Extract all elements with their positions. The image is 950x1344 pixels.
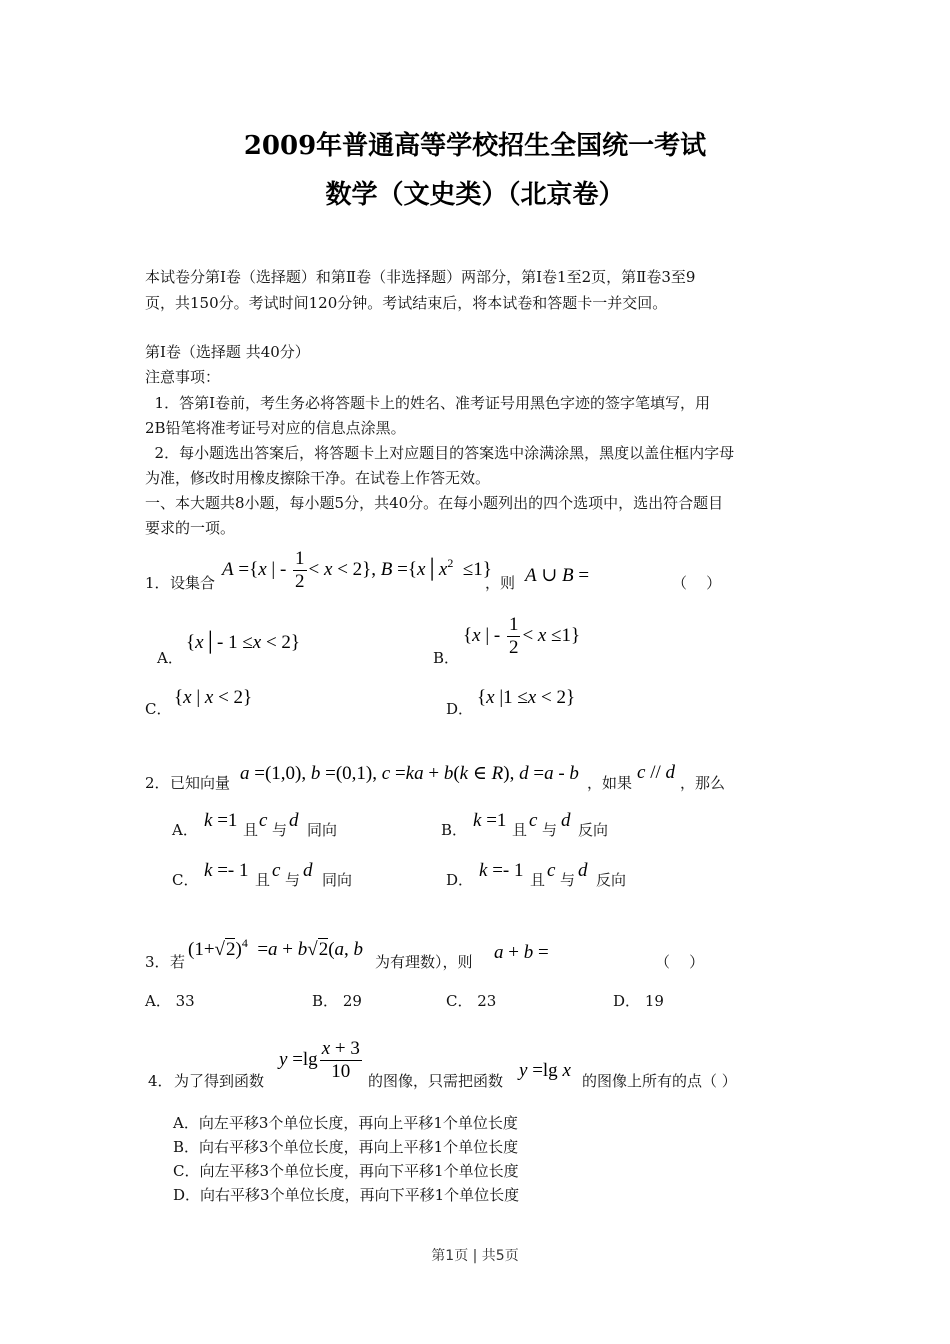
option-text: 与 — [285, 871, 301, 889]
part1-heading: 第Ⅰ卷（选择题 共40分） — [145, 343, 310, 361]
option-label: C． — [172, 871, 199, 889]
option-c-formula: k =- 1 — [204, 860, 249, 881]
question-stem-suffix: 的图像上所有的点（ ） — [582, 1072, 737, 1090]
option-var: c — [259, 810, 268, 831]
option-text: 且 — [530, 871, 546, 889]
option-var: d — [561, 810, 571, 831]
binomial-formula: $(1+√2)^4 =a + b√2(a$, b — [188, 936, 364, 960]
question-stem-suffix: ，那么 — [680, 774, 726, 792]
section-instruction-line-1: 一、本大题共8小题，每小题5分，共40分。在每小题列出的四个选项中，选出符合题目 — [145, 494, 724, 512]
exam-subtitle: 数学（文史类）（北京卷） — [325, 180, 625, 210]
intro-line-2: 页，共150分。考试时间120分钟。考试结束后，将本试卷和答题卡一并交回。 — [145, 294, 668, 312]
base-function-formula: y =lg x — [519, 1060, 571, 1081]
option-text: 与 — [272, 821, 288, 839]
option-text: 且 — [243, 821, 259, 839]
option-label: B． — [433, 649, 460, 667]
option-b: B． 29 — [312, 992, 362, 1010]
option-label: D． — [446, 700, 474, 718]
question-stem-mid: 的图像，只需把函数 — [368, 1072, 504, 1090]
option-label: A． — [157, 649, 183, 667]
union-formula: A ∪ B = — [525, 565, 590, 586]
option-text: 同向 — [322, 871, 353, 889]
answer-parentheses: （ ） — [655, 953, 705, 971]
option-c: C． 23 — [446, 992, 497, 1010]
option-a-formula: {x│- 1 ≤x < 2} — [186, 632, 301, 653]
option-text: 反向 — [578, 821, 609, 839]
question-stem-prefix: 若 — [170, 953, 186, 971]
option-text: 与 — [542, 821, 558, 839]
question-number: 1． — [145, 574, 170, 592]
note-2-line-1: 2．每小题选出答案后，将答题卡上对应题目的答案选中涂满涂黑，黑度以盖住框内字母 — [145, 444, 735, 462]
question-number: 3． — [145, 953, 170, 971]
option-text: 反向 — [596, 871, 627, 889]
sum-formula: a + b = — [494, 942, 549, 963]
option-label: B． — [441, 821, 468, 839]
question-stem-prefix: 为了得到函数 — [174, 1072, 265, 1090]
option-label: C． — [145, 700, 172, 718]
target-function-formula: y =lg $\frac{x + 3}{10}$ — [279, 1038, 360, 1082]
question-number: 2． — [145, 774, 170, 792]
intro-line-1: 本试卷分第Ⅰ卷（选择题）和第Ⅱ卷（非选择题）两部分，第Ⅰ卷1至2页，第Ⅱ卷3至9 — [145, 268, 696, 286]
question-stem-mid: ，如果 — [587, 774, 633, 792]
option-var: d — [578, 860, 588, 881]
option-var: d — [289, 810, 299, 831]
notes-heading: 注意事项： — [145, 368, 221, 386]
note-2-line-2: 为准，修改时用橡皮擦除干净。在试卷上作答无效。 — [145, 469, 491, 487]
question-stem-prefix: 已知向量 — [170, 774, 231, 792]
section-instruction-line-2: 要求的一项。 — [145, 519, 236, 537]
option-text: 且 — [512, 821, 528, 839]
option-d-formula: k =- 1 — [479, 860, 524, 881]
option-b: B．向右平移3个单位长度，再向上平移1个单位长度 — [173, 1138, 519, 1156]
note-1-line-2: 2B铅笔将准考证号对应的信息点涂黑。 — [145, 419, 406, 437]
option-label: A． — [172, 821, 198, 839]
set-definition-formula: A ={x | - $\frac{1}{2}$ < x < 2}, $B =\{x│x^2 \le 1\}$ — [222, 548, 492, 592]
exam-title: 2009年普通高等学校招生全国统一考试 — [243, 131, 707, 161]
note-1-line-1: 1．答第Ⅰ卷前，考生务必将答题卡上的姓名、准考证号用黑色字迹的签字笔填写，用 — [145, 394, 711, 412]
question-stem-prefix: 设集合 — [170, 574, 216, 592]
option-b-formula: k =1 — [473, 810, 507, 831]
option-c-formula: {x | x < 2} — [174, 687, 253, 708]
option-label: D． — [446, 871, 474, 889]
parallel-formula: c // d — [637, 762, 675, 783]
option-var: c — [529, 810, 538, 831]
question-number: 4． — [148, 1072, 173, 1090]
option-var: c — [272, 860, 281, 881]
option-text: 且 — [255, 871, 271, 889]
vector-definition-formula: a =(1,0), b =(0,1), c =ka + b(k ∈ R), d =a - b — [240, 763, 579, 784]
option-d: D．向右平移3个单位长度，再向下平移1个单位长度 — [173, 1186, 520, 1204]
option-c: C．向左平移3个单位长度，再向下平移1个单位长度 — [173, 1162, 519, 1180]
option-d: D． 19 — [613, 992, 664, 1010]
option-text: 与 — [560, 871, 576, 889]
question-stem-mid: ，则 — [485, 574, 516, 592]
option-a: A．向左平移3个单位长度，再向上平移1个单位长度 — [173, 1114, 518, 1132]
option-d-formula: {x |1 ≤x < 2} — [477, 687, 576, 708]
option-a: A． 33 — [145, 992, 195, 1010]
option-var: d — [303, 860, 313, 881]
option-a-formula: k =1 — [204, 810, 238, 831]
answer-parentheses: （ ） — [672, 574, 722, 592]
page-indicator: 第1页 | 共5页 — [431, 1248, 519, 1264]
option-text: 同向 — [307, 821, 338, 839]
option-b-formula: {x | - $\frac{1}{2}$ < x ≤1} — [463, 614, 581, 658]
option-var: c — [547, 860, 556, 881]
question-stem-mid: 为有理数），则 — [375, 953, 473, 971]
